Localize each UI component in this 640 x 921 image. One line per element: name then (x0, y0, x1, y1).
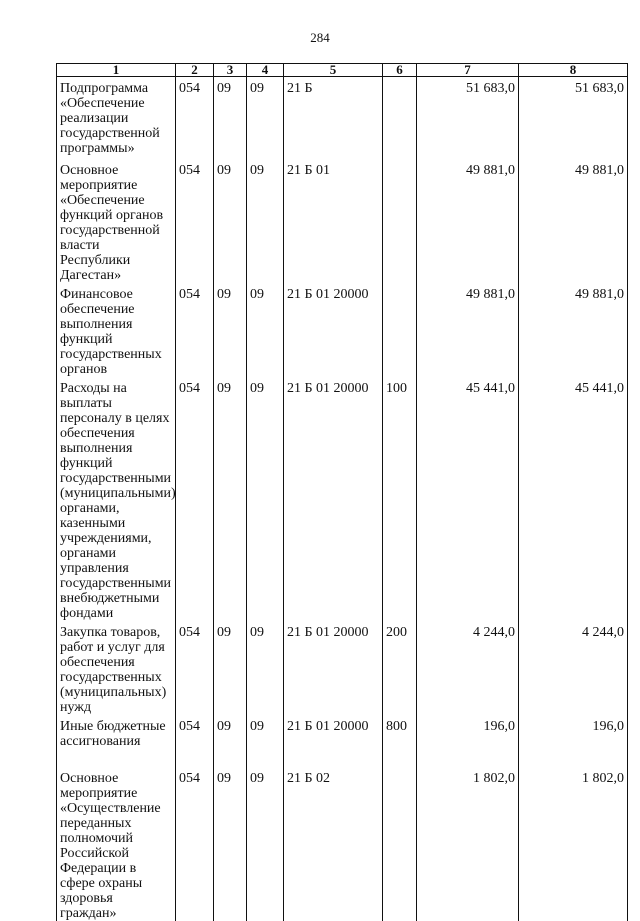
cell-amount-total: 196,0 (519, 715, 628, 767)
table-row (57, 283, 628, 377)
cell-expense-type (383, 767, 417, 921)
cell-amount-total: 51 683,0 (519, 77, 628, 159)
cell-expense-type (383, 159, 417, 283)
row-name: Основное мероприятие «Обеспечение функций органов государственной власти Республики Дагестан» (57, 159, 176, 283)
cell-amount: 1 802,0 (417, 767, 519, 921)
cell-section: 09 (214, 767, 247, 921)
cell-section: 09 (214, 377, 247, 621)
cell-amount: 4 244,0 (417, 621, 519, 715)
cell-code: 054 (176, 767, 214, 921)
cell-amount-total: 4 244,0 (519, 621, 628, 715)
cell-code: 054 (176, 377, 214, 621)
row-name: Финансовое обеспечение выполнения функций государственных органов (57, 283, 176, 377)
table-row (57, 159, 628, 283)
cell-amount: 49 881,0 (417, 159, 519, 283)
cell-code: 054 (176, 715, 214, 767)
cell-subsection: 09 (247, 715, 284, 767)
cell-expense-type: 200 (383, 621, 417, 715)
header-row (57, 64, 628, 77)
budget-table (56, 63, 628, 921)
cell-target-article: 21 Б (284, 77, 383, 159)
cell-subsection: 09 (247, 621, 284, 715)
row-name: Закупка товаров, работ и услуг для обеспечения государственных (муниципальных) нужд (57, 621, 176, 715)
cell-expense-type (383, 77, 417, 159)
cell-code: 054 (176, 621, 214, 715)
row-name: Иные бюджетные ассигнования (57, 715, 176, 767)
column-header: 8 (519, 64, 628, 77)
cell-subsection: 09 (247, 377, 284, 621)
cell-section: 09 (214, 77, 247, 159)
cell-subsection: 09 (247, 767, 284, 921)
cell-amount-total: 49 881,0 (519, 159, 628, 283)
cell-code: 054 (176, 159, 214, 283)
table-row (57, 621, 628, 715)
column-header: 5 (284, 64, 383, 77)
cell-amount-total: 45 441,0 (519, 377, 628, 621)
cell-section: 09 (214, 159, 247, 283)
row-name: Подпрограмма «Обеспечение реализации государственной программы» (57, 77, 176, 159)
column-header: 7 (417, 64, 519, 77)
cell-expense-type: 800 (383, 715, 417, 767)
cell-code: 054 (176, 283, 214, 377)
row-name: Расходы на выплаты персоналу в целях обеспечения выполнения функций государственными (муниципальными) органами, казенными учреждениями, органами управления государственными внебюджетными фондами (57, 377, 176, 621)
cell-section: 09 (214, 283, 247, 377)
cell-section: 09 (214, 715, 247, 767)
table-row (57, 715, 628, 767)
cell-target-article: 21 Б 01 20000 (284, 377, 383, 621)
cell-target-article: 21 Б 01 20000 (284, 715, 383, 767)
cell-expense-type: 100 (383, 377, 417, 621)
cell-target-article: 21 Б 01 20000 (284, 621, 383, 715)
cell-section: 09 (214, 621, 247, 715)
column-header: 2 (176, 64, 214, 77)
cell-target-article: 21 Б 01 (284, 159, 383, 283)
row-name: Основное мероприятие «Осуществление переданных полномочий Российской Федерации в сфере охраны здоровья граждан» (57, 767, 176, 921)
cell-amount: 49 881,0 (417, 283, 519, 377)
cell-target-article: 21 Б 01 20000 (284, 283, 383, 377)
cell-amount-total: 1 802,0 (519, 767, 628, 921)
cell-subsection: 09 (247, 77, 284, 159)
cell-expense-type (383, 283, 417, 377)
cell-amount: 45 441,0 (417, 377, 519, 621)
table-row (57, 377, 628, 621)
cell-subsection: 09 (247, 159, 284, 283)
cell-amount: 51 683,0 (417, 77, 519, 159)
column-header: 3 (214, 64, 247, 77)
page-number: 284 (310, 30, 330, 45)
cell-subsection: 09 (247, 283, 284, 377)
cell-code: 054 (176, 77, 214, 159)
table-row (57, 77, 628, 159)
column-header: 4 (247, 64, 284, 77)
table-row (57, 767, 628, 921)
column-header: 1 (57, 64, 176, 77)
cell-target-article: 21 Б 02 (284, 767, 383, 921)
column-header: 6 (383, 64, 417, 77)
cell-amount: 196,0 (417, 715, 519, 767)
cell-amount-total: 49 881,0 (519, 283, 628, 377)
